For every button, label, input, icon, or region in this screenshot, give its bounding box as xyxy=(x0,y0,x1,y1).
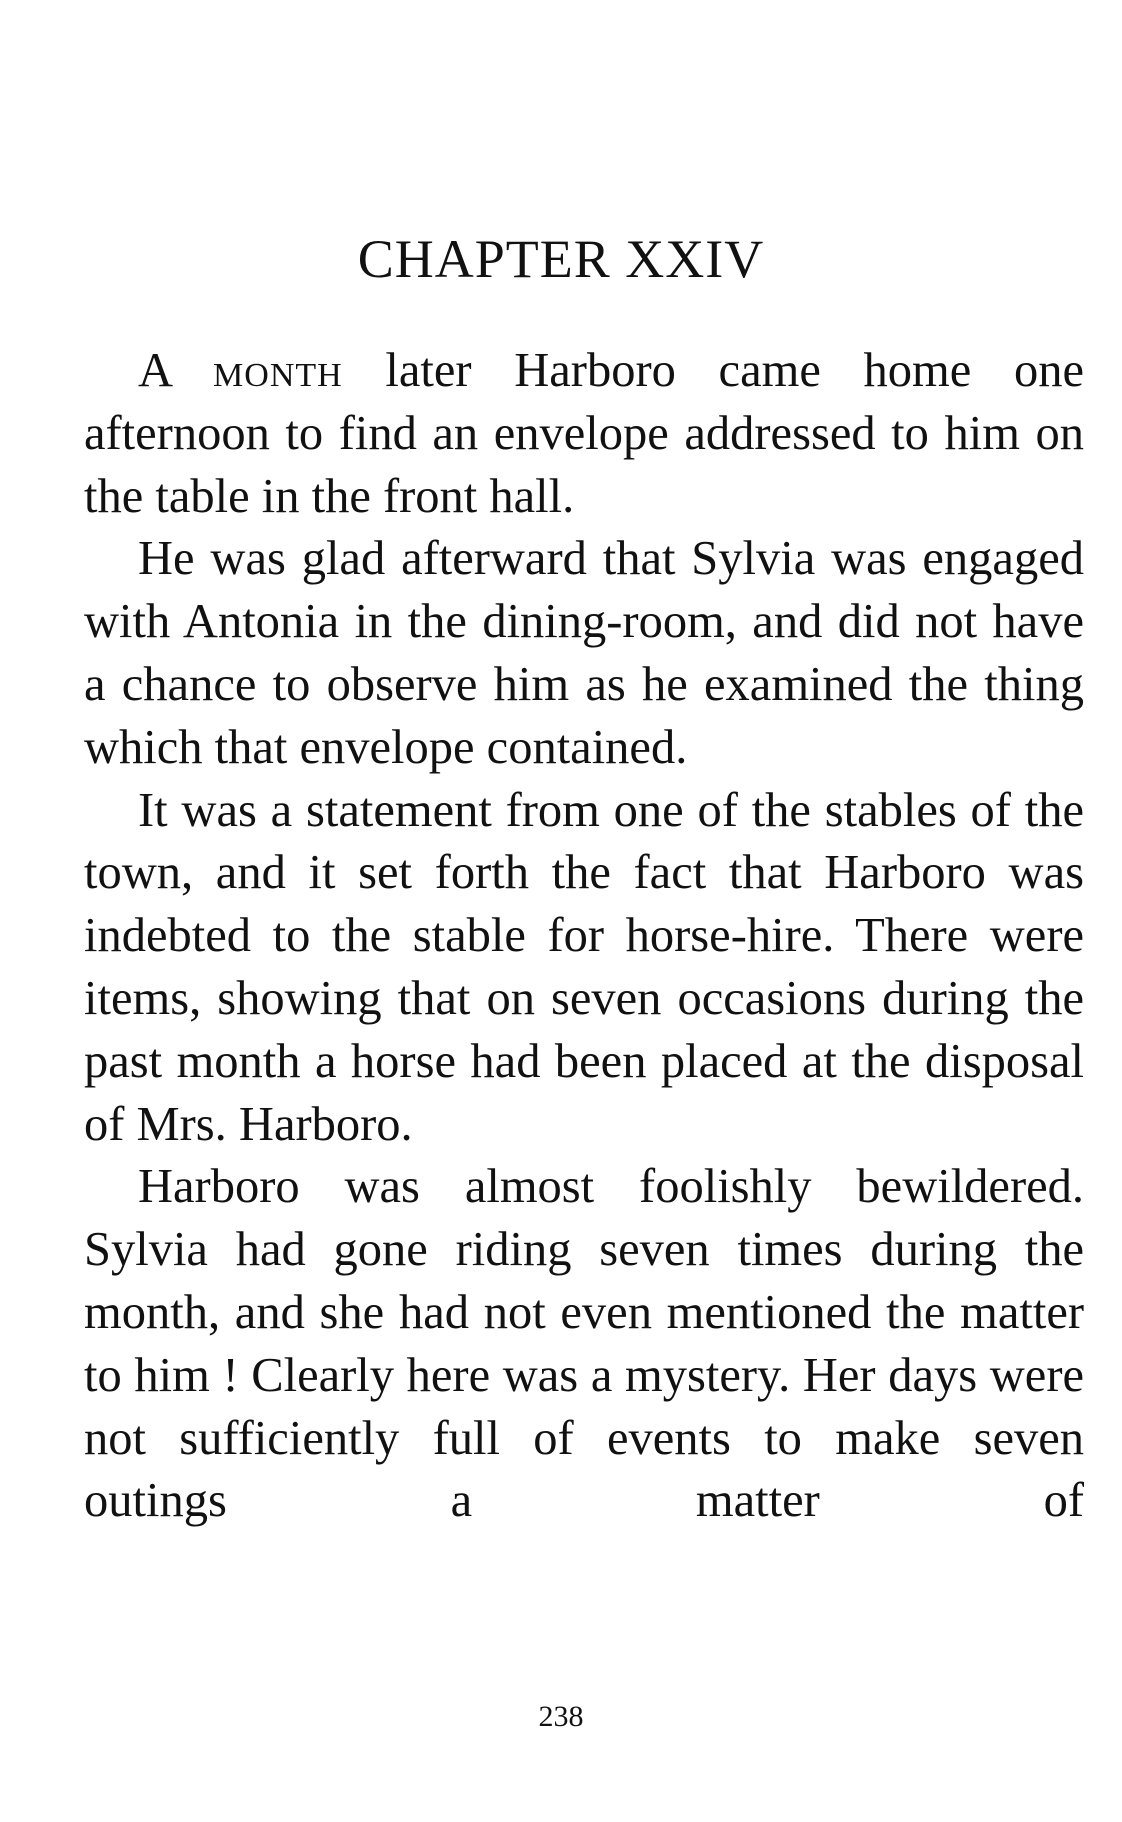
paragraph-1-lead: A xyxy=(138,344,171,397)
paragraph-1 xyxy=(84,340,1084,528)
chapter-heading: CHAPTER XXIV xyxy=(357,229,765,289)
paragraph-4: Harboro was almost foolishly bewildered. Sylvia had gone riding seven times during the month, and she had not even mentioned the matter to him ! Clearly here was a mystery. Her days were not sufficiently full of events to make seven outings a matter of xyxy=(84,1160,1084,1528)
body-text xyxy=(84,340,1084,1533)
paragraph-2: He was glad afterward that Sylvia was engaged with Antonia in the dining-room, and did not have a chance to observe him as he examined the thing which that envelope contained. xyxy=(84,532,1084,774)
paragraph-1-smallcaps: month xyxy=(213,344,343,397)
paragraph-1-rest: later Harboro came home one afternoon to find an envelope addressed to him on the table in the front hall. xyxy=(84,344,1084,523)
paragraph-3: It was a statement from one of the stables of the town, and it set forth the fact that Harboro was indebted to the stable for horse-hire. There were items, showing that on seven occasions during the past month a horse had been placed at the disposal of Mrs. Harboro. xyxy=(84,783,1084,1151)
page-number: 238 xyxy=(538,1700,584,1733)
